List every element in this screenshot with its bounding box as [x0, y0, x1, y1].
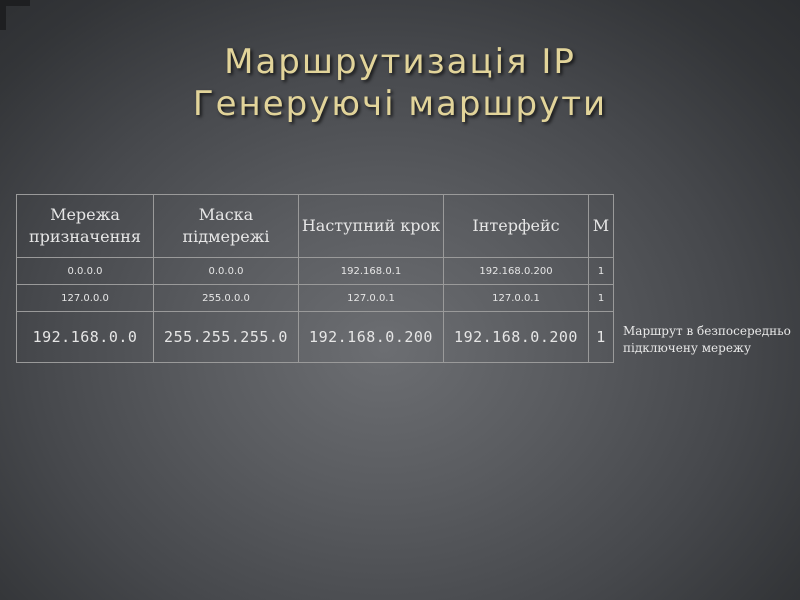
cell-network: 0.0.0.0 — [17, 258, 154, 285]
cell-next-hop: 192.168.0.200 — [299, 312, 444, 363]
slide-corner-decoration — [0, 0, 30, 30]
cell-network: 127.0.0.0 — [17, 285, 154, 312]
routing-table — [16, 194, 614, 363]
table-header-row — [17, 195, 614, 258]
cell-next-hop: 192.168.0.1 — [299, 258, 444, 285]
cell-mask: 255.0.0.0 — [154, 285, 299, 312]
header-metric: М — [589, 195, 614, 258]
cell-next-hop: 127.0.0.1 — [299, 285, 444, 312]
slide-title: Маршрутизація IP — [224, 42, 576, 82]
cell-interface: 192.168.0.200 — [444, 312, 589, 363]
cell-mask: 0.0.0.0 — [154, 258, 299, 285]
cell-metric: 1 — [589, 285, 614, 312]
table-row — [17, 258, 614, 285]
cell-interface: 127.0.0.1 — [444, 285, 589, 312]
header-next-hop: Наступний крок — [299, 195, 444, 258]
annotation-line-1: Маршрут в безпосередньо — [623, 324, 791, 338]
annotation-line-2: підключену мережу — [623, 341, 752, 355]
cell-metric: 1 — [589, 258, 614, 285]
header-mask: Маска підмережі — [154, 195, 299, 258]
cell-metric: 1 — [589, 312, 614, 363]
header-interface: Інтерфейс — [444, 195, 589, 258]
route-annotation — [623, 323, 800, 357]
header-network: Мережа призначення — [17, 195, 154, 258]
table-row — [17, 285, 614, 312]
cell-interface: 192.168.0.200 — [444, 258, 589, 285]
cell-network: 192.168.0.0 — [17, 312, 154, 363]
slide-subtitle: Генеруючі маршрути — [192, 84, 608, 124]
cell-mask: 255.255.255.0 — [154, 312, 299, 363]
table-row-highlighted — [17, 312, 614, 363]
